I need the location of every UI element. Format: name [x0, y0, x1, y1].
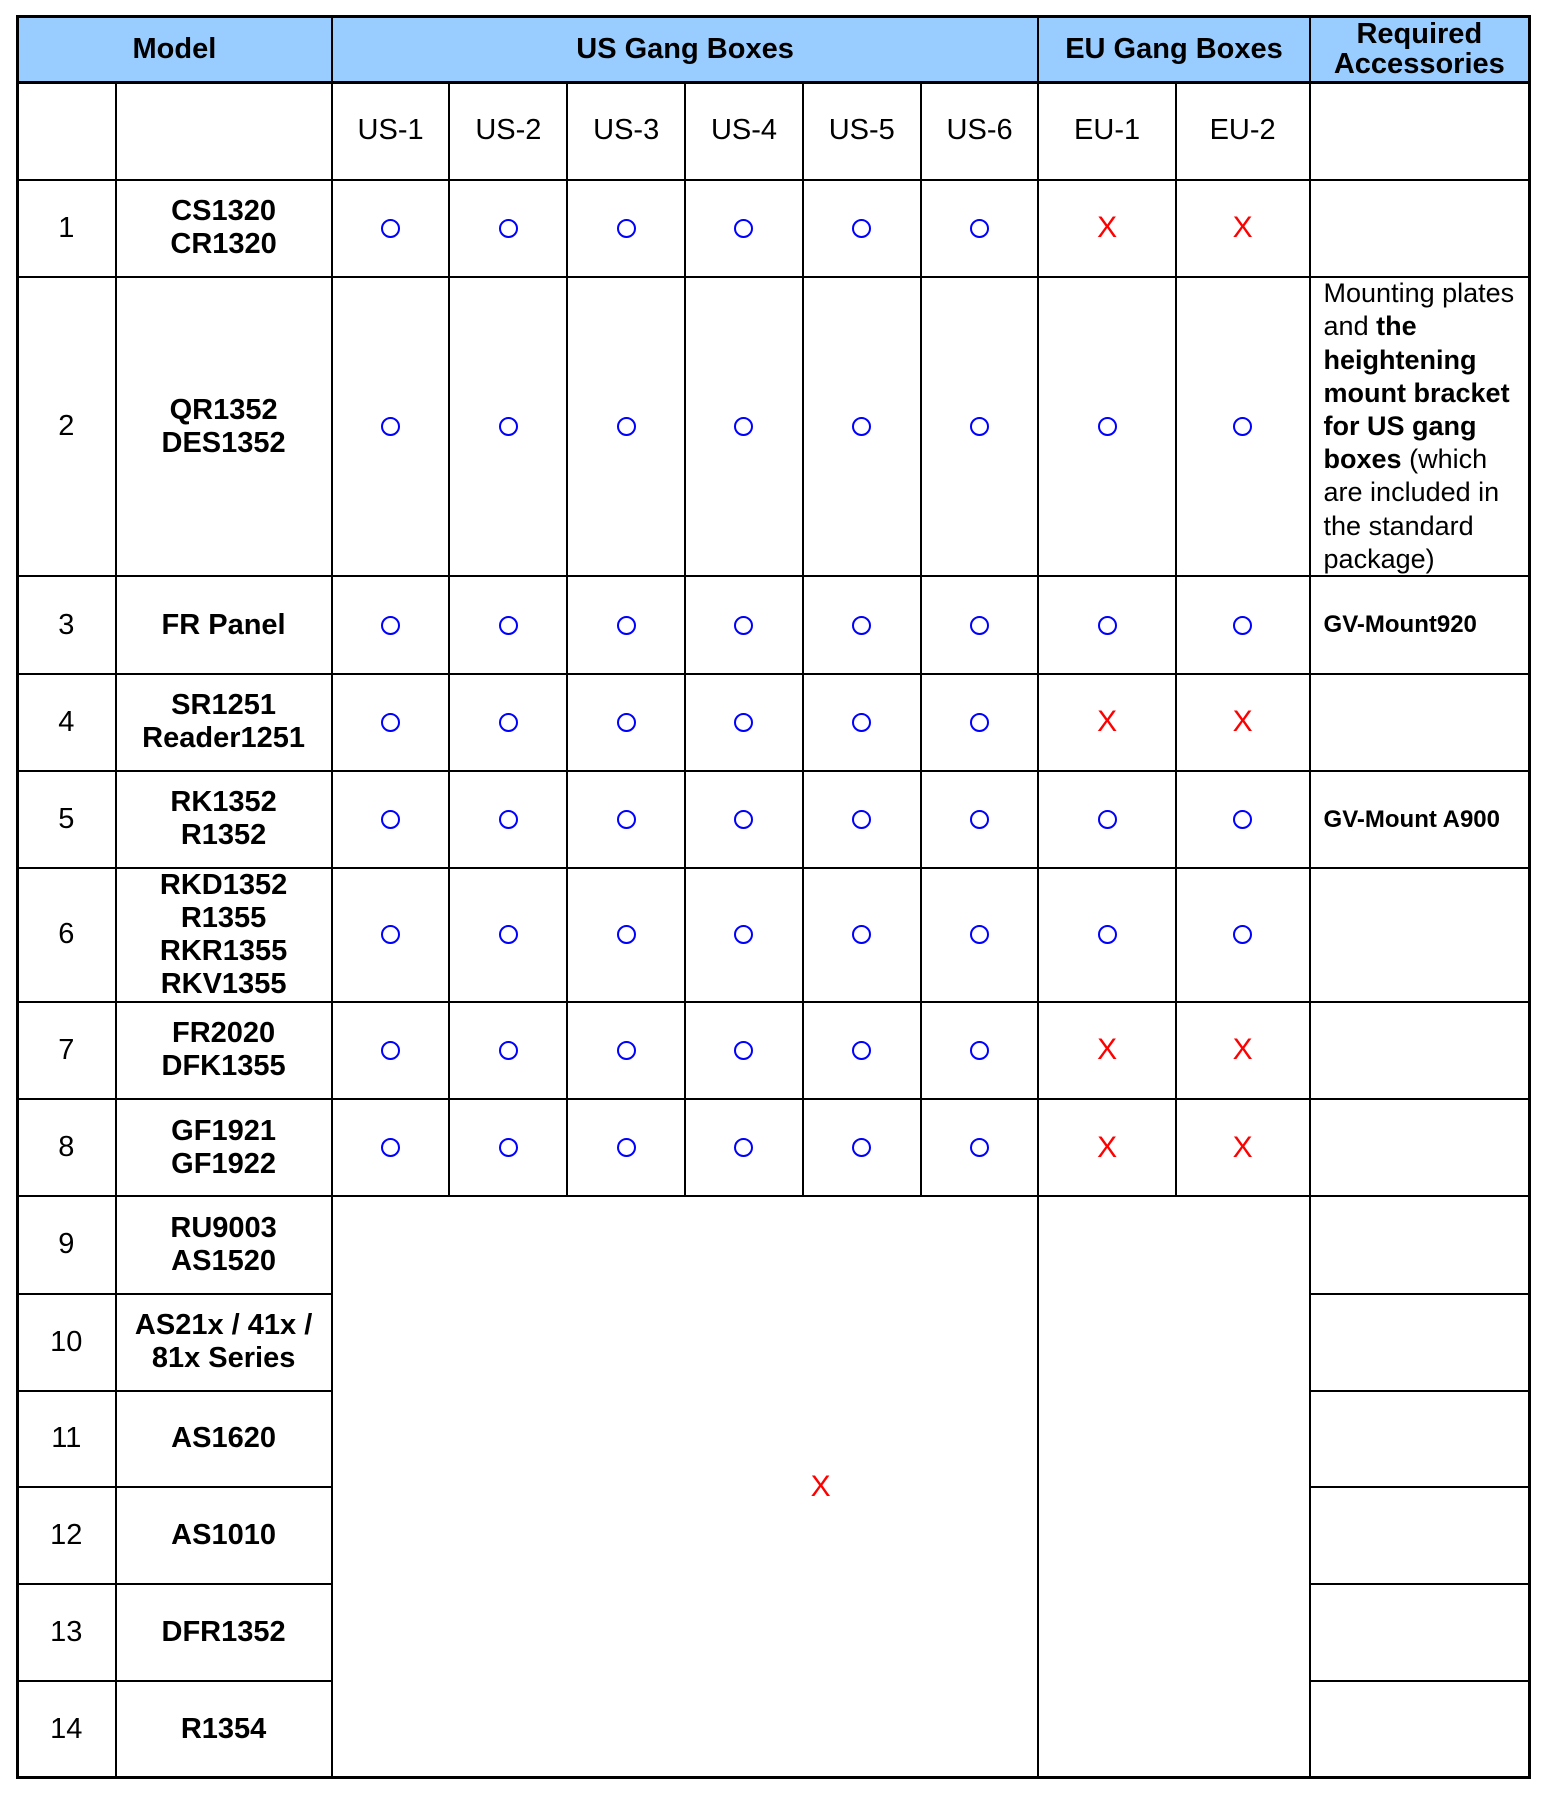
compat-eu-1-circle-icon [1098, 616, 1117, 635]
model-name: FR Panel [161, 608, 286, 641]
compat-eu-2-cross-mark: X [1232, 705, 1253, 739]
compat-us-6 [921, 771, 1039, 868]
compat-us-4 [685, 1099, 803, 1196]
table-border-right [1528, 15, 1531, 1779]
compat-us-5-circle-icon [852, 417, 871, 436]
compat-us-3 [567, 1002, 685, 1099]
model-name: AS1620 [171, 1422, 276, 1455]
compat-eu-2-cross-mark: X [1232, 1033, 1253, 1067]
compat-us-4-circle-icon [734, 417, 753, 436]
compat-us-1-circle-icon [381, 417, 400, 436]
compat-us-2 [449, 277, 567, 577]
merged-cross-mark: X [810, 1469, 831, 1503]
column-divider [1175, 81, 1177, 1197]
row-divider-left [16, 1293, 333, 1295]
compat-us-1 [332, 277, 450, 577]
subheader-number [17, 82, 115, 179]
compat-us-1 [332, 868, 450, 1002]
compat-us-3 [567, 277, 685, 577]
row-divider [16, 179, 1530, 181]
column-divider [920, 81, 922, 1197]
row-divider [16, 1098, 1530, 1100]
column-divider [684, 81, 686, 1197]
required-accessory [1310, 180, 1530, 277]
compat-us-4 [685, 180, 803, 277]
compat-us-3 [567, 674, 685, 771]
required-accessory [1310, 771, 1530, 868]
header-divider [16, 81, 1530, 84]
row-number: 7 [58, 1033, 75, 1066]
column-divider [1037, 15, 1039, 1778]
merged-incompatible-cell [332, 1196, 1310, 1777]
column-header-eu-2: EU-2 [1209, 114, 1276, 147]
table-border-top [16, 15, 1531, 18]
compat-us-2 [449, 674, 567, 771]
column-header-us-4: US-4 [710, 114, 778, 147]
compat-us-5-circle-icon [852, 616, 871, 635]
compat-us-2 [449, 1002, 567, 1099]
compat-us-6 [921, 868, 1039, 1002]
compat-us-4-circle-icon [734, 219, 753, 238]
compat-us-5-circle-icon [852, 1138, 871, 1157]
compat-us-2-circle-icon [499, 1041, 518, 1060]
compat-eu-1-circle-icon [1098, 417, 1117, 436]
compat-us-3 [567, 771, 685, 868]
column-divider [566, 81, 568, 1197]
row-divider-left [16, 1583, 333, 1585]
required-accessory [1310, 1681, 1530, 1777]
compat-us-3-circle-icon [617, 417, 636, 436]
compat-eu-1-cross-mark: X [1097, 211, 1118, 245]
required-accessory [1310, 868, 1530, 1002]
compat-eu-2 [1176, 1002, 1310, 1099]
header-model: Model [17, 16, 332, 82]
compat-us-3-circle-icon [617, 1138, 636, 1157]
row-divider-right [1309, 1680, 1531, 1682]
compat-us-5 [803, 674, 921, 771]
compat-eu-2-cross-mark: X [1232, 211, 1253, 245]
row-number: 9 [58, 1228, 75, 1261]
compat-eu-1 [1038, 868, 1175, 1002]
compat-us-6 [921, 277, 1039, 577]
compat-us-2-circle-icon [499, 1138, 518, 1157]
accessory-plain-text: Mounting plates and [1323, 278, 1515, 342]
compat-us-1-circle-icon [381, 925, 400, 944]
required-accessory [1310, 1584, 1530, 1681]
column-divider [448, 81, 450, 1197]
compat-us-1 [332, 674, 450, 771]
compat-us-4-circle-icon [734, 925, 753, 944]
compat-us-4-circle-icon [734, 713, 753, 732]
compat-eu-2 [1176, 771, 1310, 868]
accessory-plain-text: (which are included in the standard package) [1323, 444, 1500, 574]
compat-us-6-circle-icon [970, 616, 989, 635]
compat-eu-2-circle-icon [1233, 616, 1252, 635]
accessory-bold-text: GV-Mount A900 [1323, 805, 1500, 833]
row-divider-right [1309, 1293, 1531, 1295]
compat-eu-2-circle-icon [1233, 417, 1252, 436]
compat-us-3-circle-icon [617, 810, 636, 829]
compat-us-2-circle-icon [499, 616, 518, 635]
row-number: 1 [58, 211, 75, 244]
row-number: 8 [58, 1131, 75, 1164]
compat-eu-2 [1176, 180, 1310, 277]
compat-us-5 [803, 868, 921, 1002]
row-divider [16, 1001, 1530, 1003]
compat-us-5 [803, 180, 921, 277]
header-us-gang-boxes: US Gang Boxes [332, 16, 1039, 82]
required-accessory [1310, 1002, 1530, 1099]
compat-eu-1 [1038, 771, 1175, 868]
compat-us-4 [685, 277, 803, 577]
compat-us-6-circle-icon [970, 1041, 989, 1060]
required-accessory [1310, 1294, 1530, 1391]
compat-us-6 [921, 576, 1039, 673]
row-number: 3 [58, 608, 75, 641]
accessory-bold-text: the heightening mount bracket for US gang boxes [1323, 311, 1510, 475]
compat-us-5-circle-icon [852, 219, 871, 238]
model-name: SR1251 Reader1251 [142, 689, 305, 755]
compat-us-5 [803, 576, 921, 673]
required-accessory [1310, 277, 1530, 577]
column-header-us-2: US-2 [475, 114, 542, 147]
accessory-text [1324, 277, 1530, 576]
model-name: QR1352 DES1352 [161, 393, 286, 459]
compat-us-3-circle-icon [617, 925, 636, 944]
table-border-left [16, 15, 19, 1779]
header-eu-gang-boxes: EU Gang Boxes [1038, 16, 1309, 82]
compat-us-5 [803, 771, 921, 868]
model-name: AS21x / 41x / 81x Series [134, 1309, 313, 1375]
compat-us-4-circle-icon [734, 1041, 753, 1060]
compat-eu-1-cross-mark: X [1097, 1130, 1118, 1164]
compat-us-4 [685, 576, 803, 673]
row-number: 6 [58, 918, 75, 951]
compat-us-4 [685, 771, 803, 868]
compat-eu-2-cross-mark: X [1232, 1130, 1253, 1164]
compat-us-5 [803, 1002, 921, 1099]
model-name: RU9003 AS1520 [170, 1211, 277, 1277]
column-header-us-3: US-3 [593, 114, 660, 147]
row-number: 12 [50, 1518, 83, 1551]
compat-us-3 [567, 1099, 685, 1196]
model-name: RKD1352 R1355 RKR1355 RKV1355 [159, 868, 288, 1001]
compat-us-4 [685, 1002, 803, 1099]
row-number: 4 [58, 705, 75, 738]
row-divider [16, 575, 1530, 577]
compat-us-1 [332, 576, 450, 673]
compat-us-6 [921, 1099, 1039, 1196]
model-name: FR2020 DFK1355 [161, 1017, 286, 1083]
row-divider-right [1309, 1583, 1531, 1585]
compat-us-2-circle-icon [499, 925, 518, 944]
compat-us-2-circle-icon [499, 417, 518, 436]
compat-us-6-circle-icon [970, 417, 989, 436]
accessory-bold-text: GV-Mount920 [1323, 611, 1477, 639]
row-number: 10 [50, 1325, 83, 1358]
compat-us-6-circle-icon [970, 219, 989, 238]
compat-us-2-circle-icon [499, 219, 518, 238]
subheader-accessories [1310, 82, 1530, 179]
compat-us-6-circle-icon [970, 713, 989, 732]
compat-us-6 [921, 674, 1039, 771]
required-accessory [1310, 1196, 1530, 1293]
compat-us-2-circle-icon [499, 810, 518, 829]
compat-us-3-circle-icon [617, 713, 636, 732]
row-divider [16, 673, 1530, 675]
column-divider [802, 81, 804, 1197]
compat-us-6 [921, 1002, 1039, 1099]
header-required-accessories: Required Accessories [1310, 16, 1530, 82]
row-divider-left [16, 1390, 333, 1392]
compat-us-2 [449, 180, 567, 277]
row-divider [16, 770, 1530, 772]
compat-us-3-circle-icon [617, 616, 636, 635]
compat-eu-1-cross-mark: X [1097, 1033, 1118, 1067]
required-accessory [1310, 1391, 1530, 1487]
compat-us-1-circle-icon [381, 713, 400, 732]
compat-us-3-circle-icon [617, 1041, 636, 1060]
row-divider [16, 867, 1530, 869]
accessory-text [1324, 610, 1477, 640]
compat-eu-1 [1038, 1002, 1175, 1099]
compat-us-5-circle-icon [852, 810, 871, 829]
accessory-text [1324, 805, 1500, 835]
compat-eu-2 [1176, 277, 1310, 577]
row-divider [16, 276, 1530, 278]
row-number: 5 [58, 802, 75, 835]
row-number: 14 [50, 1712, 83, 1745]
column-divider [331, 15, 333, 1778]
compat-us-4-circle-icon [734, 616, 753, 635]
compat-eu-1 [1038, 576, 1175, 673]
compat-us-3 [567, 180, 685, 277]
compat-us-6-circle-icon [970, 925, 989, 944]
compat-us-5-circle-icon [852, 713, 871, 732]
compat-us-1-circle-icon [381, 219, 400, 238]
column-header-us-6: US-6 [946, 114, 1013, 147]
required-accessory [1310, 576, 1530, 673]
compat-eu-2 [1176, 576, 1310, 673]
model-name: GF1921 GF1922 [171, 1114, 276, 1180]
compat-us-5 [803, 277, 921, 577]
subheader-model [116, 82, 332, 179]
row-divider-right [1309, 1486, 1531, 1488]
compat-us-3 [567, 576, 685, 673]
compat-eu-2 [1176, 674, 1310, 771]
compat-us-1-circle-icon [381, 1138, 400, 1157]
model-name: CS1320 CR1320 [170, 195, 277, 261]
column-header-us-1: US-1 [357, 114, 424, 147]
compat-us-4-circle-icon [734, 1138, 753, 1157]
compat-us-4 [685, 674, 803, 771]
row-divider-left [16, 1680, 333, 1682]
compat-us-2-circle-icon [499, 713, 518, 732]
row-number: 13 [50, 1616, 83, 1649]
row-divider [16, 1195, 1530, 1197]
compat-eu-2 [1176, 1099, 1310, 1196]
compat-eu-2-circle-icon [1233, 925, 1252, 944]
compat-us-3 [567, 868, 685, 1002]
compat-eu-1-circle-icon [1098, 810, 1117, 829]
compat-us-1 [332, 771, 450, 868]
compat-us-5-circle-icon [852, 1041, 871, 1060]
compat-us-2 [449, 576, 567, 673]
compat-us-5-circle-icon [852, 925, 871, 944]
compat-eu-1 [1038, 674, 1175, 771]
compat-us-1-circle-icon [381, 616, 400, 635]
compat-us-3-circle-icon [617, 219, 636, 238]
column-header-eu-1: EU-1 [1074, 114, 1141, 147]
row-divider-right [1309, 1390, 1531, 1392]
compat-us-6-circle-icon [970, 1138, 989, 1157]
compat-us-4 [685, 868, 803, 1002]
column-header-us-5: US-5 [828, 114, 895, 147]
row-divider-left [16, 1486, 333, 1488]
compat-us-2 [449, 868, 567, 1002]
compat-eu-1 [1038, 180, 1175, 277]
model-name: RK1352 R1352 [170, 786, 277, 852]
compat-us-6-circle-icon [970, 810, 989, 829]
compat-us-1-circle-icon [381, 1041, 400, 1060]
compat-eu-2 [1176, 868, 1310, 1002]
model-name: DFR1352 [161, 1616, 286, 1649]
model-name: R1354 [180, 1712, 267, 1745]
compat-us-4-circle-icon [734, 810, 753, 829]
compat-us-6 [921, 180, 1039, 277]
compat-us-1 [332, 1002, 450, 1099]
compat-eu-1 [1038, 277, 1175, 577]
row-number: 11 [51, 1422, 82, 1455]
required-accessory [1310, 1487, 1530, 1584]
model-name: AS1010 [171, 1518, 276, 1551]
required-accessory [1310, 1099, 1530, 1196]
compat-eu-1 [1038, 1099, 1175, 1196]
compat-us-1-circle-icon [381, 810, 400, 829]
compat-us-1 [332, 180, 450, 277]
compat-us-5 [803, 1099, 921, 1196]
compat-eu-1-cross-mark: X [1097, 705, 1118, 739]
compat-eu-1-circle-icon [1098, 925, 1117, 944]
compat-us-2 [449, 771, 567, 868]
compat-us-2 [449, 1099, 567, 1196]
compat-us-1 [332, 1099, 450, 1196]
compat-eu-2-circle-icon [1233, 810, 1252, 829]
column-divider [1309, 15, 1311, 1778]
column-divider [115, 81, 117, 1778]
required-accessory [1310, 674, 1530, 771]
row-number: 2 [58, 410, 75, 443]
table-border-bottom [16, 1776, 1531, 1779]
